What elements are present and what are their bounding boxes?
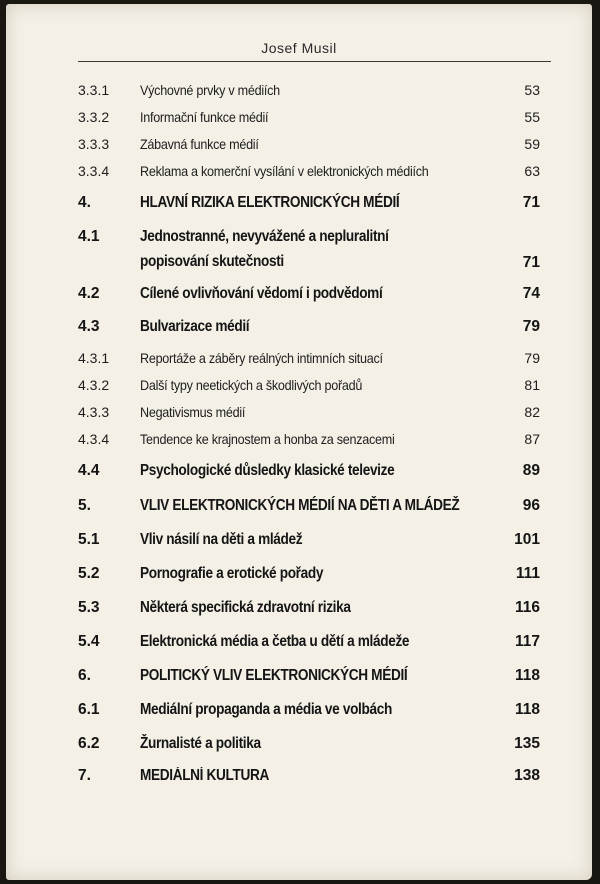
toc-entry-title — [140, 228, 389, 271]
toc-entry-page: 82 — [524, 404, 540, 420]
toc-entry-number: 4.3.2 — [78, 377, 110, 393]
toc-entry-number: 3.3.2 — [78, 109, 110, 125]
toc-entry-title: MEDIÁLNÍ KULTURA — [140, 767, 269, 784]
toc-entry-title: Vliv násilí na děti a mládež — [140, 531, 303, 548]
toc-entry-page: 81 — [524, 377, 540, 393]
toc-entry-title: Negativismus médií — [140, 404, 246, 420]
toc-entry-number: 4.3.1 — [78, 350, 110, 366]
toc-entry-title: HLAVNÍ RIZIKA ELEKTRONICKÝCH MÉDIÍ — [140, 194, 400, 211]
toc-entry-title: Zábavná funkce médií — [140, 136, 259, 152]
toc-entry-page: 71 — [522, 194, 540, 211]
toc-entry-page: 118 — [514, 701, 540, 718]
toc-entry-title: Výchovné prvky v médiích — [140, 82, 280, 98]
toc-entry-page: 55 — [524, 109, 540, 125]
toc-entry-title: Psychologické důsledky klasické televize — [140, 462, 395, 479]
toc-entry-number: 4.3 — [78, 318, 100, 335]
toc-entry-title-line1: Jednostranné, nevyvážené a nepluralitní — [140, 228, 389, 245]
toc-entry-page: 71 — [522, 254, 540, 271]
table-of-contents — [6, 4, 592, 880]
toc-entry-number: 5.2 — [78, 565, 100, 582]
book-page — [6, 4, 592, 880]
toc-entry-page: 111 — [515, 565, 540, 582]
toc-entry-page: 53 — [524, 82, 540, 98]
toc-entry-number: 5. — [78, 497, 91, 514]
toc-entry-page: 63 — [524, 163, 540, 179]
toc-entry-title: Žurnalisté a politika — [140, 735, 261, 752]
toc-entry-page: 135 — [514, 735, 540, 752]
toc-entry-number: 5.1 — [78, 531, 100, 548]
toc-entry-number: 3.3.1 — [78, 82, 110, 98]
toc-entry-title: Reklama a komerční vysílání v elektronických médiích — [140, 163, 429, 179]
toc-entry-number: 6.1 — [78, 701, 100, 718]
toc-entry-number: 6. — [78, 667, 91, 684]
toc-entry-page: 79 — [524, 350, 540, 366]
toc-entry-number: 7. — [78, 767, 91, 784]
running-header-author: Josef Musil — [261, 40, 337, 56]
toc-entry-number: 4.2 — [78, 285, 100, 302]
toc-entry-page: 79 — [522, 318, 540, 335]
toc-entry-page: 118 — [514, 667, 540, 684]
toc-entry-page: 138 — [514, 767, 540, 784]
toc-entry-page: 59 — [524, 136, 540, 152]
toc-entry-title: Cílené ovlivňování vědomí i podvědomí — [140, 285, 383, 302]
toc-entry-number: 5.3 — [78, 599, 100, 616]
toc-entry-page: 117 — [514, 633, 540, 650]
toc-entry-page: 96 — [522, 497, 540, 514]
toc-entry-title: Tendence ke krajnostem a honba za senzacemi — [140, 431, 395, 447]
toc-entry-title: Bulvarizace médií — [140, 318, 250, 335]
toc-entry-title: Mediální propaganda a média ve volbách — [140, 701, 392, 718]
toc-entry-title: Některá specifická zdravotní rizika — [140, 599, 351, 616]
toc-entry-page: 74 — [522, 285, 540, 302]
toc-entry-title: Informační funkce médií — [140, 109, 269, 125]
toc-entry-number: 3.3.3 — [78, 136, 110, 152]
toc-entry-title: Další typy neetických a škodlivých pořadů — [140, 377, 363, 393]
toc-entry-number: 4.3.4 — [78, 431, 110, 447]
toc-entry-title: VLIV ELEKTRONICKÝCH MÉDIÍ NA DĚTI A MLÁDEŽ — [140, 497, 460, 514]
toc-entry-number: 4.4 — [78, 462, 100, 479]
toc-entry-title: Pornografie a erotické pořady — [140, 565, 324, 582]
toc-entry-number: 6.2 — [78, 735, 100, 752]
toc-entry-title: Elektronická média a četba u dětí a mládeže — [140, 633, 410, 650]
toc-entry-page: 101 — [514, 531, 540, 548]
toc-entry-number: 4.3.3 — [78, 404, 110, 420]
toc-entry-number: 4. — [78, 194, 91, 211]
toc-entry-number: 3.3.4 — [78, 163, 110, 179]
toc-entry-page: 116 — [514, 599, 540, 616]
toc-entry-title-line2: popisování skutečnosti — [140, 253, 284, 270]
toc-entry-title: Reportáže a záběry reálných intimních situací — [140, 350, 383, 366]
toc-entry-page: 89 — [522, 462, 540, 479]
toc-entry-number: 5.4 — [78, 633, 100, 650]
toc-entry-page: 87 — [524, 431, 540, 447]
toc-entry-number: 4.1 — [78, 228, 100, 245]
toc-entry-title: POLITICKÝ VLIV ELEKTRONICKÝCH MÉDIÍ — [140, 667, 408, 684]
